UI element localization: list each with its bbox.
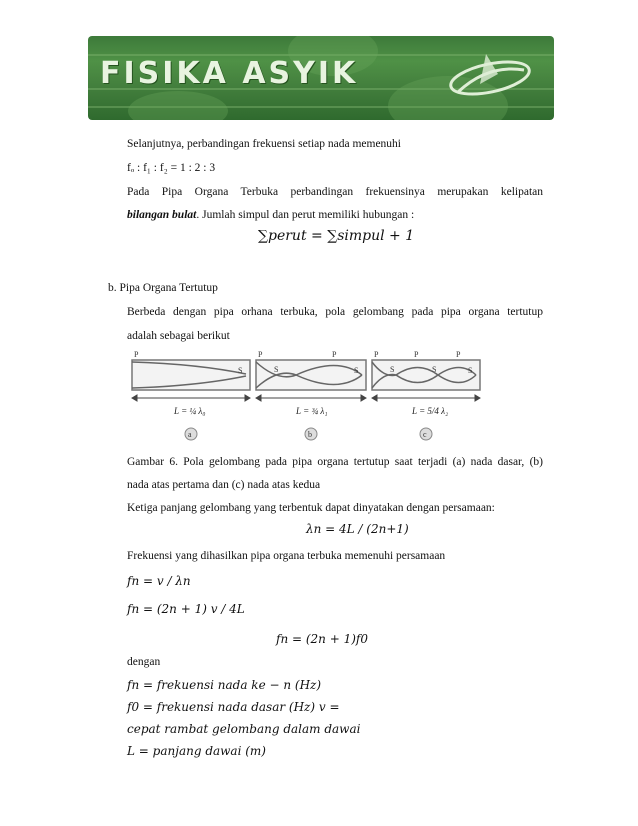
formula-sum: ∑perut = ∑simpul + 1 <box>258 228 415 244</box>
formula-fn-2: fn = (2n + 1) v / 4L <box>127 602 245 616</box>
pipe-c-diagram <box>372 350 480 390</box>
pipe-c-label-p2: P <box>414 350 419 359</box>
paragraph-closed-pipe-line2: adalah sebagai berikut <box>127 330 230 342</box>
pipe-a-label-s: S <box>238 366 243 375</box>
section-heading-b: b. Pipa Organa Tertutup <box>108 282 218 294</box>
figure-label-c: c <box>423 430 427 439</box>
logo-emblem-icon <box>428 44 548 114</box>
paragraph-open-pipe-line2 <box>127 209 414 221</box>
definition-f0: f0 = frekuensi nada dasar (Hz) v = <box>127 700 340 714</box>
pipe-c-label-p3: P <box>456 350 461 359</box>
pipe-b-label-s2: S <box>354 366 359 375</box>
pipe-b-label-p2: P <box>332 350 337 359</box>
pipe-c-label-s1: S <box>390 365 395 374</box>
pipe-a-label-p: P <box>134 350 139 359</box>
equation-b: L = ¾ λ₁ <box>296 406 328 416</box>
header-banner <box>88 36 554 120</box>
banner-title: FISIKA ASYIK <box>100 56 359 91</box>
pipe-b-label-p1: P <box>258 350 263 359</box>
paragraph-closed-pipe: Berbeda dengan pipa orhana terbuka, pola gelombang pada pipa organa tertutup <box>127 306 543 318</box>
definition-fn: fn = frekuensi nada ke − n (Hz) <box>127 678 322 692</box>
label-dengan: dengan <box>127 656 161 668</box>
formula-fn-1: fn = v / λn <box>127 574 191 588</box>
pipe-c-label-s2: S <box>432 365 437 374</box>
figure-label-a: a <box>188 430 192 439</box>
figure-caption: Gambar 6. Pola gelombang pada pipa organa tertutup saat terjadi (a) nada dasar, (b) <box>127 456 543 468</box>
pipe-c-label-p1: P <box>374 350 379 359</box>
paragraph-wavelength: Ketiga panjang gelombang yang terbentuk dapat dinyatakan dengan persamaan: <box>127 502 495 514</box>
definition-L: L = panjang dawai (m) <box>127 744 266 758</box>
paragraph-open-pipe: Pada Pipa Organa Terbuka perbandingan frekuensinya merupakan kelipatan <box>127 186 543 198</box>
equation-a: L = ¼ λ₀ <box>174 406 206 416</box>
pipe-b-label-s1: S <box>274 365 279 374</box>
paragraph-intro: Selanjutnya, perbandingan frekuensi setiap nada memenuhi <box>127 138 401 150</box>
paragraph-frequency: Frekuensi yang dihasilkan pipa organa terbuka memenuhi persamaan <box>127 550 446 562</box>
closed-pipe-wave-figure <box>128 348 544 444</box>
equation-c: L = 5/4 λ₂ <box>412 406 449 416</box>
formula-lambda: λn = 4L / (2n+1) <box>306 522 409 536</box>
pipe-c-label-s3: S <box>468 366 473 375</box>
definition-v: cepat rambat gelombang dalam dawai <box>127 722 361 736</box>
frequency-ratio: fₒ : f₁ : f₂ = 1 : 2 : 3 <box>127 162 216 174</box>
formula-fn-3: fn = (2n + 1)f0 <box>276 632 368 646</box>
figure-label-b: b <box>308 430 312 439</box>
paragraph-open-pipe-rest: . Jumlah simpul dan perut memiliki hubungan : <box>196 209 415 221</box>
figure-caption-line2: nada atas pertama dan (c) nada atas kedua <box>127 479 321 491</box>
bold-term: bilangan bulat <box>127 209 197 221</box>
pipe-a-diagram <box>132 350 250 390</box>
pipe-b-diagram <box>256 350 366 390</box>
